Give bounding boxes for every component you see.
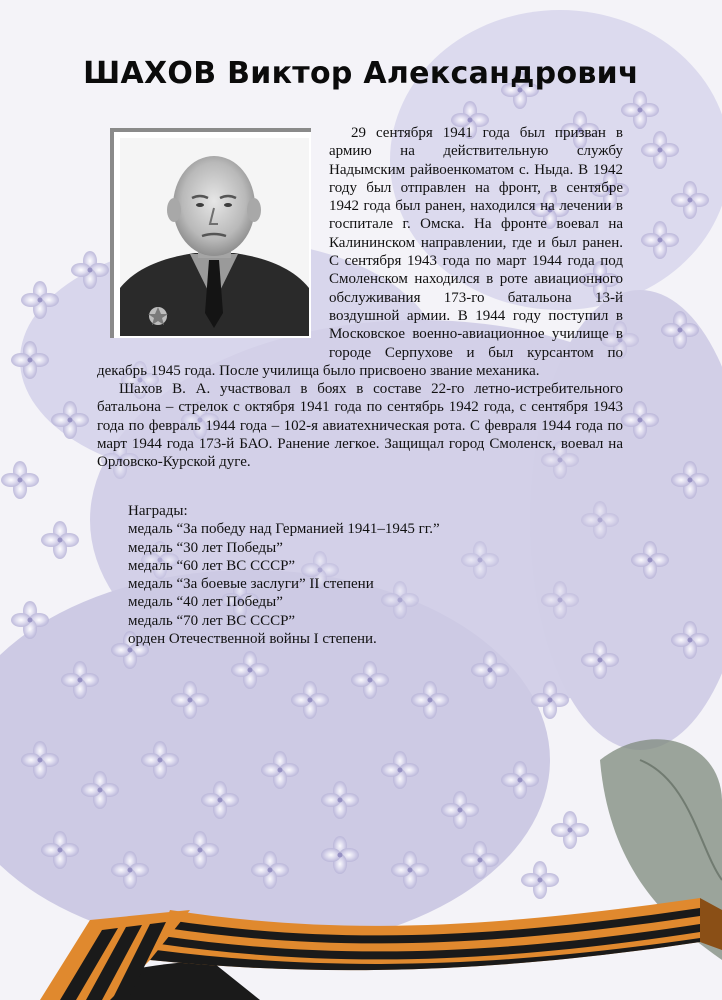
award-item: медаль “30 лет Победы”: [128, 539, 283, 556]
awards-heading: Награды:: [128, 503, 188, 519]
page-title: ШАХОВ Виктор Александрович: [83, 56, 639, 91]
biography-paragraph-1: 29 сентября 1941 года был призван в армию на действительную службу Надымским райвоенкоматом с. Ныда. В 1942 году был отправлен на фронт, в сентябре 1942 года был ранен, находился на лечении в госпитале г. Омска. На фронте воевал на Калининском направлении, где и был ранен. С сентября 1943 года по март 1944 года под Смоленском находился в роте авиационного обслуживания 173-го батальона 13-й воздушной армии. В 1944 году поступил в Московское военно-авиационное училище в городе Серпухове и был курсантом по декабрь 1945 года. После училища было присвоено звание механика.: [97, 125, 623, 379]
award-item: медаль “70 лет ВС СССР”: [128, 612, 296, 629]
st-george-ribbon-image: [0, 880, 722, 1000]
award-item: медаль “За победу над Германией 1941–1945 гг.”: [128, 521, 440, 538]
photo-text-wrap-spacer: [97, 124, 329, 358]
award-item: медаль “За боевые заслуги” II степени: [128, 576, 374, 593]
award-item: орден Отечественной войны I степени.: [128, 631, 377, 648]
biography-paragraph-2: Шахов В. А. участвовал в боях в составе 22-го летно-истребительного батальона – стрелок с октября 1941 года по сентябрь 1942 года, с сентября 1943 года по февраль 1944 года – 102-я авиатехническая рота. С февраля 1944 года по март 1944 года 173-й БАО. Ранение легкое. Защищал город Смоленск, воевал на Орловско-Курской дуге.: [97, 381, 623, 471]
award-item: медаль “40 лет Победы”: [128, 594, 283, 611]
biography-text: [97, 124, 623, 472]
awards-list: [128, 502, 440, 648]
award-item: медаль “60 лет ВС СССР”: [128, 557, 296, 574]
